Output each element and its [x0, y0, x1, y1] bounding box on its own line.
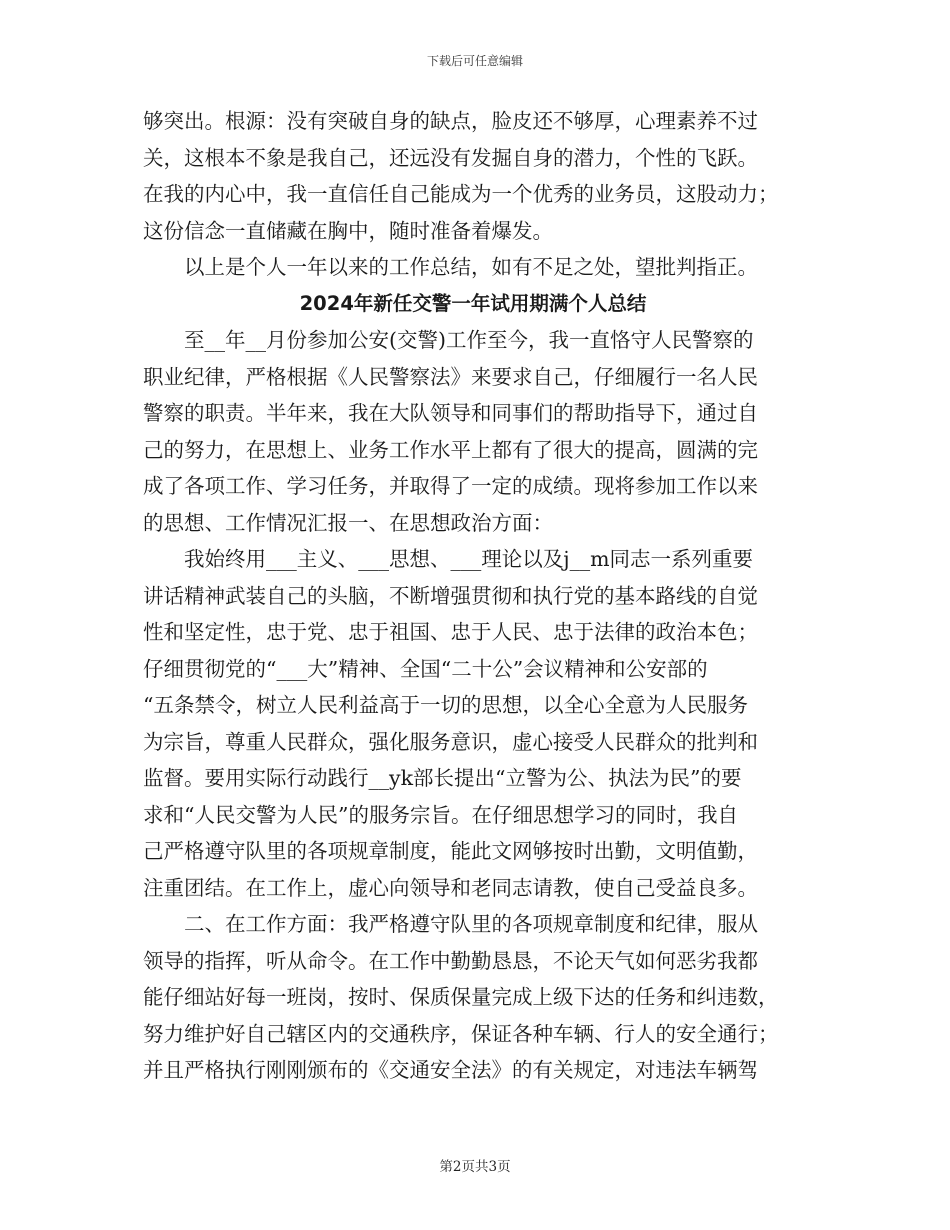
- text-line: 在我的内心中，我一直信任自己能成为一个优秀的业务员，这股动力；: [143, 182, 779, 206]
- text-line: 注重团结。在工作上，虚心向领导和老同志请教，使自己受益良多。: [143, 875, 758, 900]
- text-line: “五条禁令，树立人民利益高于一切的思想，以全心全意为人民服务: [143, 693, 748, 717]
- text-line: 这份信念一直储藏在胸中，随时准备着爆发。: [143, 218, 553, 243]
- text-line: 的思想、工作情况汇报一、在思想政治方面：: [143, 510, 553, 535]
- text-line: 我始终用___主义、___思想、___理论以及j__m同志一系列重要: [184, 547, 754, 571]
- text-line: 己严格遵守队里的各项规章制度，能此文网够按时出勤，文明值勤，: [143, 839, 758, 863]
- text-line: 够突出。根源：没有突破自身的缺点，脸皮还不够厚，心理素养不过: [143, 109, 758, 133]
- text-line: 关，这根本不象是我自己，还远没有发掘自身的潜力，个性的飞跃。: [143, 145, 758, 170]
- text-line: 性和坚定性，忠于党、忠于祖国、忠于人民、忠于法律的政治本色；: [143, 620, 758, 644]
- text-line: 职业纪律，严格根据《人民警察法》来要求自己，仔细履行一名人民: [143, 364, 758, 389]
- text-line: 努力维护好自己辖区内的交通秩序，保证各种车辆、行人的安全通行；: [143, 1021, 779, 1046]
- text-line: 以上是个人一年以来的工作总结，如有不足之处，望批判指正。: [184, 255, 758, 279]
- section-title: 2024年新任交警一年试用期满个人总结: [299, 291, 647, 315]
- text-line: 仔细贯彻党的“___大”精神、全国“二十公”会议精神和公安部的: [143, 656, 708, 681]
- text-line: 警察的职责。半年来，我在大队领导和同事们的帮助指导下，通过自: [143, 401, 758, 425]
- text-line: 并且严格执行刚刚颁布的《交通安全法》的有关规定，对违法车辆驾: [143, 1058, 758, 1082]
- text-line: 领导的指挥，听从命令。在工作中勤勤恳恳，不论天气如何恶劣我都: [143, 948, 758, 973]
- text-line: 能仔细站好每一班岗，按时、保质保量完成上级下达的任务和纠违数，: [143, 985, 779, 1009]
- text-line: 成了各项工作、学习任务，并取得了一定的成绩。现将参加工作以来: [143, 474, 758, 498]
- text-line: 监督。要用实际行动践行__yk部长提出“立警为公、执法为民”的要: [143, 766, 742, 790]
- text-line: 己的努力，在思想上、业务工作水平上都有了很大的提高，圆满的完: [143, 437, 758, 462]
- text-line: 至__年__月份参加公安(交警)工作至今，我一直恪守人民警察的: [184, 328, 754, 352]
- page-header-note: 下载后可任意编辑: [426, 54, 523, 68]
- document-body: [143, 103, 803, 1089]
- page-number: 第2页共3页: [439, 1159, 511, 1175]
- text-line: 求和“人民交警为人民”的服务宗旨。在仔细思想学习的同时，我自: [143, 802, 738, 827]
- text-line: 二、在工作方面：我严格遵守队里的各项规章制度和纪律，服从: [184, 912, 758, 936]
- text-line: 为宗旨，尊重人民群众，强化服务意识，虚心接受人民群众的批判和: [143, 729, 758, 754]
- text-line: 讲话精神武装自己的头脑，不断增强贯彻和执行党的基本路线的自觉: [143, 583, 758, 608]
